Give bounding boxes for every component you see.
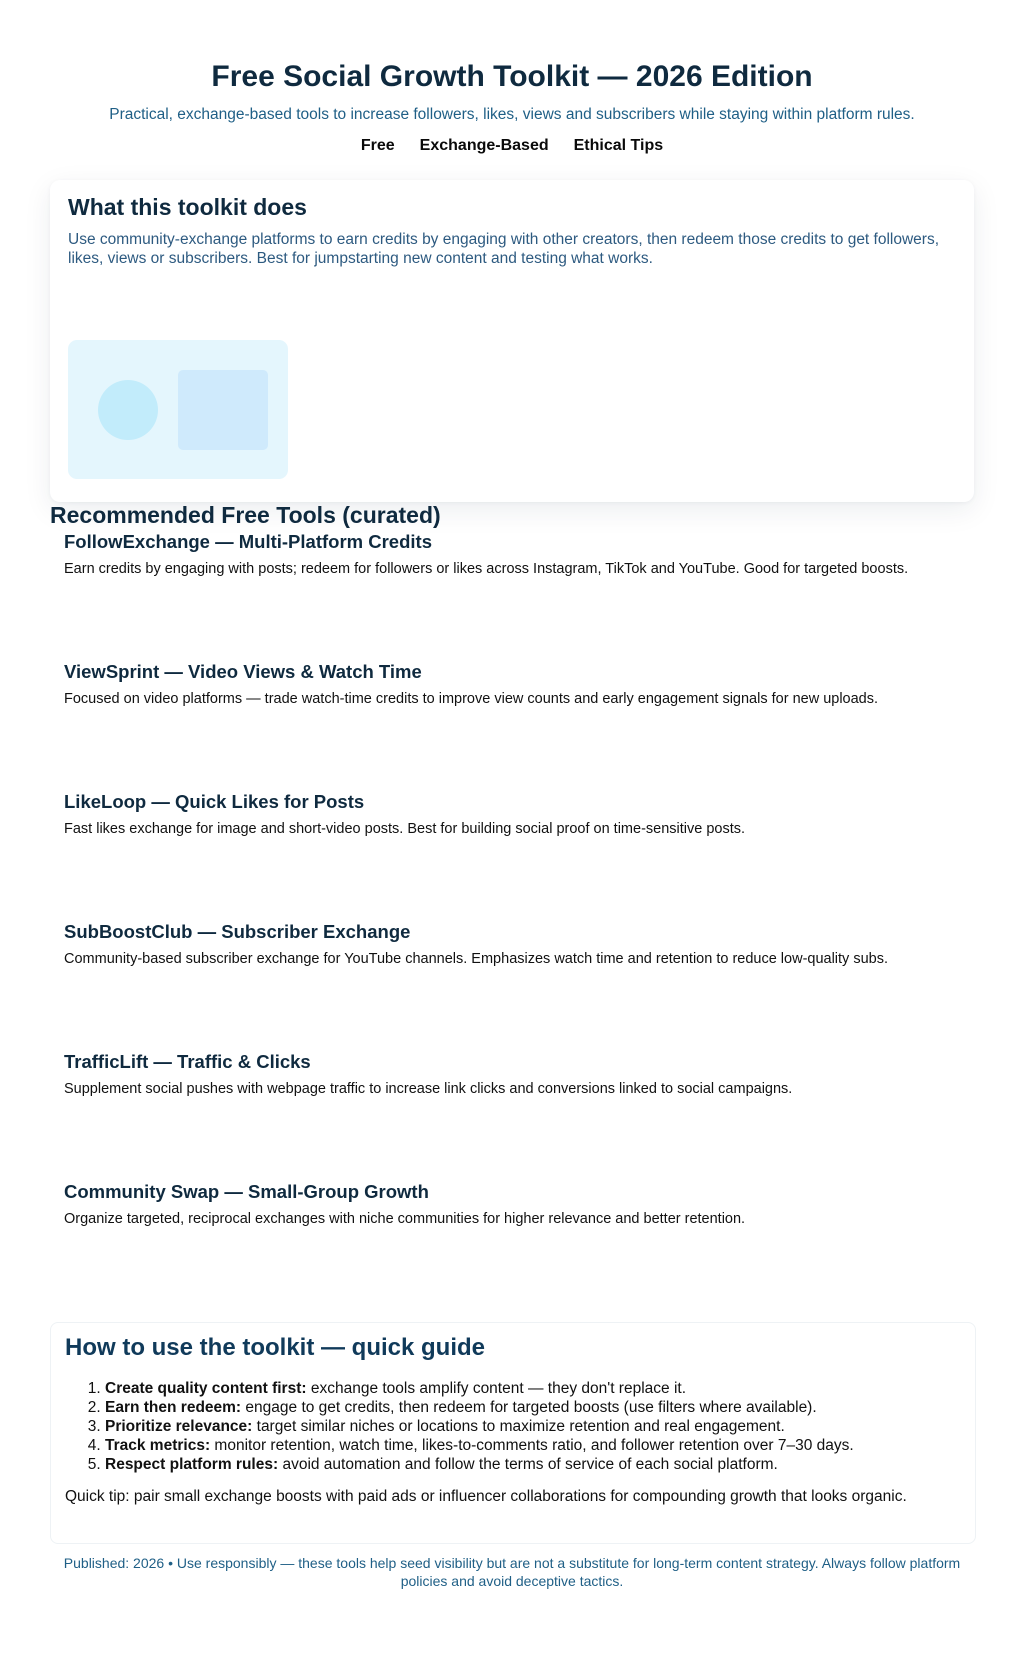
- tool-card-subboostclub: [64, 920, 964, 968]
- guide-step-text: exchange tools amplify content — they don't replace it.: [306, 1380, 687, 1397]
- tool-description: Supplement social pushes with webpage traffic to increase link clicks and conversions linked to social campaigns.: [64, 1081, 793, 1097]
- badge-exchange-based: Exchange-Based: [419, 137, 549, 154]
- guide-step-label: Create quality content first:: [105, 1380, 307, 1397]
- tool-card-trafficlift: [64, 1050, 964, 1098]
- tool-name: FollowExchange — Multi-Platform Credits: [64, 531, 432, 552]
- intro-text: Use community-exchange platforms to earn credits by engaging with other creators, then redeem those credits to get followers, likes, views or subscribers. Best for jumpstarting new content and testing what works.: [68, 231, 940, 267]
- intro-title: What this toolkit does: [68, 194, 307, 220]
- quick-tip: Quick tip: pair small exchange boosts with paid ads or influencer collaborations for compounding growth that looks organic.: [65, 1488, 907, 1505]
- guide-step-label: Earn then redeem:: [105, 1399, 242, 1416]
- guide-title: How to use the toolkit — quick guide: [65, 1334, 486, 1361]
- badge-ethical-tips: Ethical Tips: [573, 137, 664, 154]
- page-header: [0, 0, 1024, 156]
- tool-name: Community Swap — Small-Group Growth: [64, 1181, 429, 1202]
- tool-name: TrafficLift — Traffic & Clicks: [64, 1051, 311, 1072]
- guide-step-text: avoid automation and follow the terms of service of each social platform.: [278, 1456, 778, 1473]
- badge-free: Free: [360, 137, 395, 154]
- page-subtitle: Practical, exchange-based tools to increase followers, likes, views and subscribers while staying within platform rules.: [109, 106, 915, 123]
- intro-card: [50, 180, 974, 502]
- quick-guide-card: [50, 1322, 976, 1544]
- tool-description: Fast likes exchange for image and short-video posts. Best for building social proof on time-sensitive posts.: [64, 821, 746, 837]
- intro-illustration: [68, 340, 288, 479]
- page-footer: Published: 2026 • Use responsibly — these tools help seed visibility but are not a substitute for long-term content strategy. Always follow platform policies and avoid deceptive tactics.: [63, 1555, 961, 1589]
- guide-steps-list: [65, 1379, 854, 1474]
- guide-step-text: target similar niches or locations to maximize retention and real engagement.: [252, 1418, 785, 1435]
- guide-step-label: Respect platform rules:: [105, 1456, 279, 1473]
- tool-card-followexchange: [64, 530, 964, 578]
- tool-description: Organize targeted, reciprocal exchanges with niche communities for higher relevance and better retention.: [64, 1211, 746, 1227]
- tool-card-likeloop: [64, 790, 964, 838]
- tool-description: Earn credits by engaging with posts; redeem for followers or likes across Instagram, TikTok and YouTube. Good for targeted boosts.: [64, 561, 909, 577]
- guide-step: [105, 1379, 854, 1398]
- tool-card-community-swap: [64, 1180, 964, 1228]
- tool-name: LikeLoop — Quick Likes for Posts: [64, 791, 365, 812]
- guide-step: [105, 1455, 854, 1474]
- guide-step: [105, 1436, 854, 1455]
- guide-step-label: Prioritize relevance:: [105, 1418, 253, 1435]
- tool-name: SubBoostClub — Subscriber Exchange: [64, 921, 411, 942]
- guide-step-label: Track metrics:: [105, 1437, 211, 1454]
- guide-step-text: monitor retention, watch time, likes-to-comments ratio, and follower retention over 7–30 days.: [210, 1437, 854, 1454]
- illustration-circle: [98, 380, 158, 440]
- guide-step-text: engage to get credits, then redeem for targeted boosts (use filters where available).: [241, 1399, 817, 1416]
- tool-card-viewsprint: [64, 660, 964, 708]
- tools-heading: Recommended Free Tools (curated): [50, 502, 441, 528]
- badge-row: [0, 136, 1024, 156]
- tool-description: Community-based subscriber exchange for YouTube channels. Emphasizes watch time and retention to reduce low-quality subs.: [64, 951, 888, 967]
- tool-description: Focused on video platforms — trade watch-time credits to improve view counts and early engagement signals for new uploads.: [64, 691, 879, 707]
- tool-name: ViewSprint — Video Views & Watch Time: [64, 661, 422, 682]
- page-title: Free Social Growth Toolkit — 2026 Edition: [211, 60, 813, 93]
- guide-step: [105, 1417, 854, 1436]
- illustration-rectangle: [178, 370, 268, 450]
- guide-step: [105, 1398, 854, 1417]
